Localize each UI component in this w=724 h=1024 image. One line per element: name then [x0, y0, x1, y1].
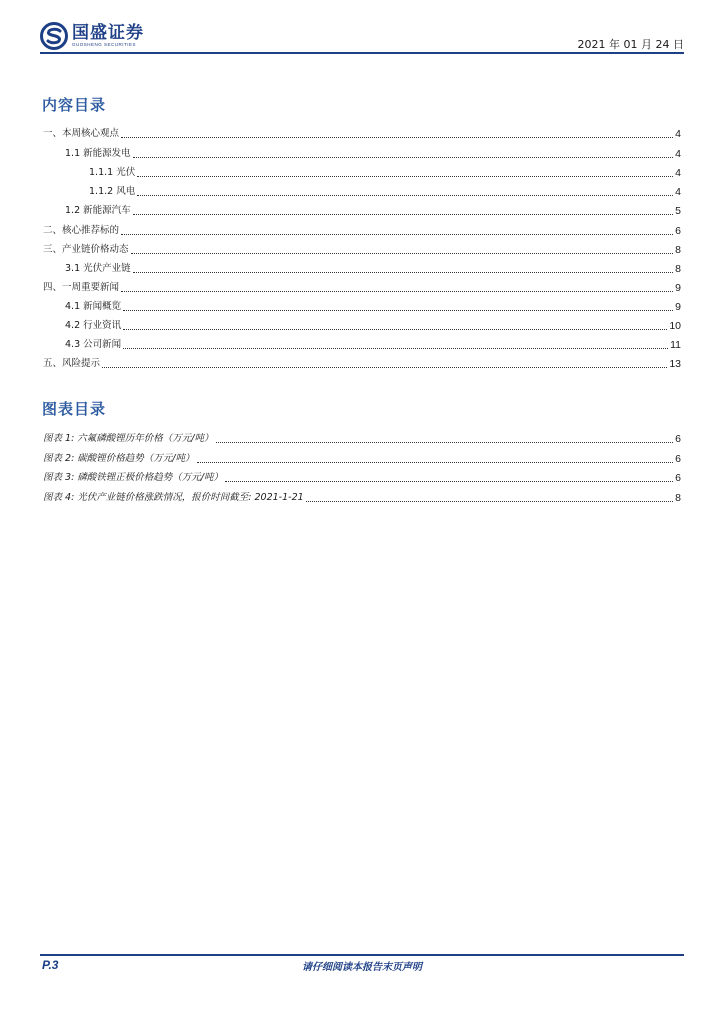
toc-entry-label: 1.2 新能源汽车	[65, 205, 131, 216]
dot-leader	[306, 501, 673, 502]
figure-entry-page: 6	[675, 433, 681, 445]
dot-leader	[121, 137, 673, 138]
toc-entry[interactable]	[43, 224, 681, 238]
toc-entry[interactable]	[65, 147, 681, 161]
dot-leader	[133, 272, 674, 273]
page-number: P.3	[42, 958, 59, 972]
toc-entry-page: 9	[675, 301, 681, 313]
header-divider	[40, 52, 684, 54]
figure-entry-page: 6	[675, 453, 681, 465]
dot-leader	[102, 367, 667, 368]
brand-logo	[40, 22, 144, 50]
toc-entry[interactable]	[43, 281, 681, 295]
toc-entry-label: 三、产业链价格动态	[43, 244, 129, 255]
toc-entry-label: 4.3 公司新闻	[65, 339, 122, 350]
footer-divider	[40, 954, 684, 956]
toc-entry-label: 一、本周核心观点	[43, 128, 120, 139]
figure-entry-label: 图表 2: 碳酸锂价格趋势（万元/吨）	[43, 453, 195, 464]
toc-entry-page: 9	[675, 282, 681, 294]
toc-entry-label: 4.1 新闻概览	[65, 301, 122, 312]
disclaimer-notice: 请仔细阅读本报告末页声明	[302, 962, 422, 973]
toc-entry-label: 1.1.1 光伏	[89, 167, 136, 178]
figure-entry[interactable]	[43, 452, 681, 466]
dot-leader	[123, 329, 667, 330]
toc-entry-page: 5	[675, 205, 681, 217]
brand-name-cn: 国盛证券	[72, 23, 144, 43]
toc-entry-page: 13	[669, 358, 681, 370]
brand-logo-icon	[40, 22, 68, 50]
toc-entry-label: 五、风险提示	[43, 358, 101, 369]
page-header	[40, 22, 684, 54]
figures-title: 图表目录	[42, 400, 107, 418]
toc-entry-page: 10	[669, 320, 681, 332]
figure-entry-label: 图表 3: 磷酸铁锂正极价格趋势（万元/吨）	[43, 472, 223, 483]
figure-entry-label: 图表 4: 光伏产业链价格涨跌情况，报价时间截至: 2021-1-21	[43, 492, 304, 503]
toc-entry-page: 11	[670, 339, 681, 351]
toc-entry[interactable]	[65, 338, 681, 352]
toc-entry-page: 8	[675, 263, 681, 275]
toc-entry-page: 6	[675, 225, 681, 237]
dot-leader	[123, 348, 668, 349]
dot-leader	[216, 442, 674, 443]
toc-entry-label: 4.2 行业资讯	[65, 320, 122, 331]
dot-leader	[137, 176, 673, 177]
toc-entry[interactable]	[65, 204, 681, 218]
dot-leader	[123, 310, 673, 311]
toc-title: 内容目录	[42, 96, 107, 114]
toc-entry-label: 1.1 新能源发电	[65, 148, 131, 159]
dot-leader	[133, 157, 674, 158]
figure-entry-page: 8	[675, 492, 681, 504]
toc-entry-page: 4	[675, 186, 681, 198]
toc-entry-label: 二、核心推荐标的	[43, 225, 120, 236]
toc-entry-label: 3.1 光伏产业链	[65, 263, 131, 274]
toc-entry[interactable]	[65, 300, 681, 314]
dot-leader	[121, 291, 673, 292]
dot-leader	[197, 462, 674, 463]
figure-entry[interactable]	[43, 432, 681, 446]
toc-entry[interactable]	[89, 166, 681, 180]
dot-leader	[131, 253, 674, 254]
toc-entry-label: 四、一周重要新闻	[43, 282, 120, 293]
dot-leader	[121, 234, 673, 235]
toc-entry-page: 4	[675, 167, 681, 179]
report-date: 2021 年 01 月 24 日	[577, 38, 684, 51]
toc-entry-page: 4	[675, 128, 681, 140]
dot-leader	[137, 195, 673, 196]
figure-entry-page: 6	[675, 472, 681, 484]
dot-leader	[133, 214, 674, 215]
toc-entry[interactable]	[43, 243, 681, 257]
toc-entry-page: 8	[675, 244, 681, 256]
toc-entry[interactable]	[43, 357, 681, 371]
dot-leader	[225, 481, 673, 482]
figure-entry[interactable]	[43, 471, 681, 485]
toc-entry[interactable]	[65, 262, 681, 276]
figure-entry[interactable]	[43, 491, 681, 505]
toc-entry[interactable]	[65, 319, 681, 333]
brand-name-en: GUOSHENG SECURITIES	[72, 42, 137, 47]
toc-entry[interactable]	[43, 127, 681, 141]
toc-entry-page: 4	[675, 148, 681, 160]
toc-entry-label: 1.1.2 风电	[89, 186, 136, 197]
toc-entry[interactable]	[89, 185, 681, 199]
figure-entry-label: 图表 1: 六氟磷酸锂历年价格（万元/吨）	[43, 433, 214, 444]
